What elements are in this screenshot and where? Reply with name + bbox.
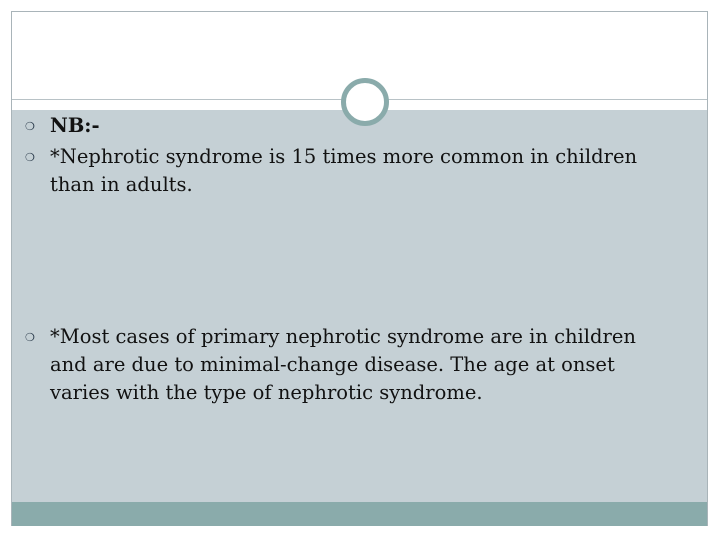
bullet-item-primary-cases [20, 323, 660, 407]
bullet-text: *Nephrotic syndrome is 15 times more common in children than in adults. [50, 145, 638, 196]
bullet-icon: ❍ [25, 120, 35, 133]
bullet-text: NB:- [50, 114, 100, 137]
bullet-icon: ❍ [25, 151, 35, 164]
bullet-item-nb [20, 112, 660, 140]
footer-bar [12, 502, 707, 526]
bullet-text: *Most cases of primary nephrotic syndrome are in children and are due to minimal-change disease. The age at onset varies with the type of nephrotic syndrome. [50, 325, 636, 404]
slide-body [20, 112, 660, 407]
bullet-icon: ❍ [25, 331, 35, 344]
bullet-item-nephrotic-frequency [20, 143, 660, 199]
